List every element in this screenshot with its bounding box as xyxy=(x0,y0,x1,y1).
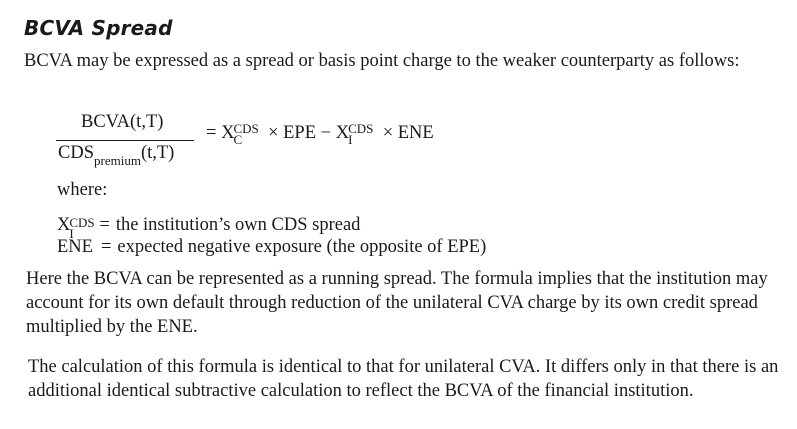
x-c-superscript: CDS xyxy=(233,121,259,136)
formula-right-side xyxy=(206,121,434,147)
calculation-paragraph: The calculation of this formula is identical to that for unilateral CVA. It differs only in that there is an additional identical subtractive calculation to reflect the BCVA of the financial institution. xyxy=(28,357,779,401)
definition-subscript: I xyxy=(69,226,74,241)
definition-equals: = xyxy=(100,237,112,257)
definition-symbol-scripts xyxy=(69,214,99,241)
x-c-scripts xyxy=(233,121,263,147)
x-i-scripts xyxy=(348,121,378,147)
where-label: where: xyxy=(57,180,108,200)
times-epe: × EPE xyxy=(268,123,317,143)
definition-symbol: X xyxy=(57,215,71,235)
definition-symbol: ENE xyxy=(57,237,93,257)
minus-sign: − xyxy=(320,123,332,143)
x-c-subscript: C xyxy=(233,132,243,147)
explanation-paragraph: Here the BCVA can be represented as a running spread. The formula implies that the institution may account for its own default through reduction of the unilateral CVA charge by its own credit spread multiplied by the ENE. xyxy=(26,269,768,337)
denominator-base: CDS xyxy=(58,143,94,163)
definition-row xyxy=(57,236,486,258)
denominator-subscript: premium xyxy=(94,153,141,168)
x-i-symbol: X xyxy=(335,123,350,143)
times-ene: × ENE xyxy=(382,123,434,143)
definitions-list xyxy=(57,214,486,258)
intro-paragraph: BCVA may be expressed as a spread or basis point charge to the weaker counterparty as follows: xyxy=(24,51,740,71)
x-i-subscript: I xyxy=(348,132,353,147)
definition-row xyxy=(57,214,486,241)
definition-equals: = xyxy=(99,215,110,235)
equals-sign: = xyxy=(206,123,217,143)
definition-superscript: CDS xyxy=(69,215,95,230)
denominator-tail: (t,T) xyxy=(140,143,175,163)
section-heading: BCVA Spread xyxy=(24,16,173,40)
x-c-symbol: X xyxy=(221,123,235,143)
fraction-numerator: BCVA(t,T) xyxy=(81,112,164,132)
x-i-superscript: CDS xyxy=(348,121,374,136)
fraction-denominator xyxy=(58,143,175,168)
fraction-bar xyxy=(56,140,194,141)
definition-text: the institution’s own CDS spread xyxy=(115,215,361,235)
definition-text: expected negative exposure (the opposite of EPE) xyxy=(117,237,487,257)
